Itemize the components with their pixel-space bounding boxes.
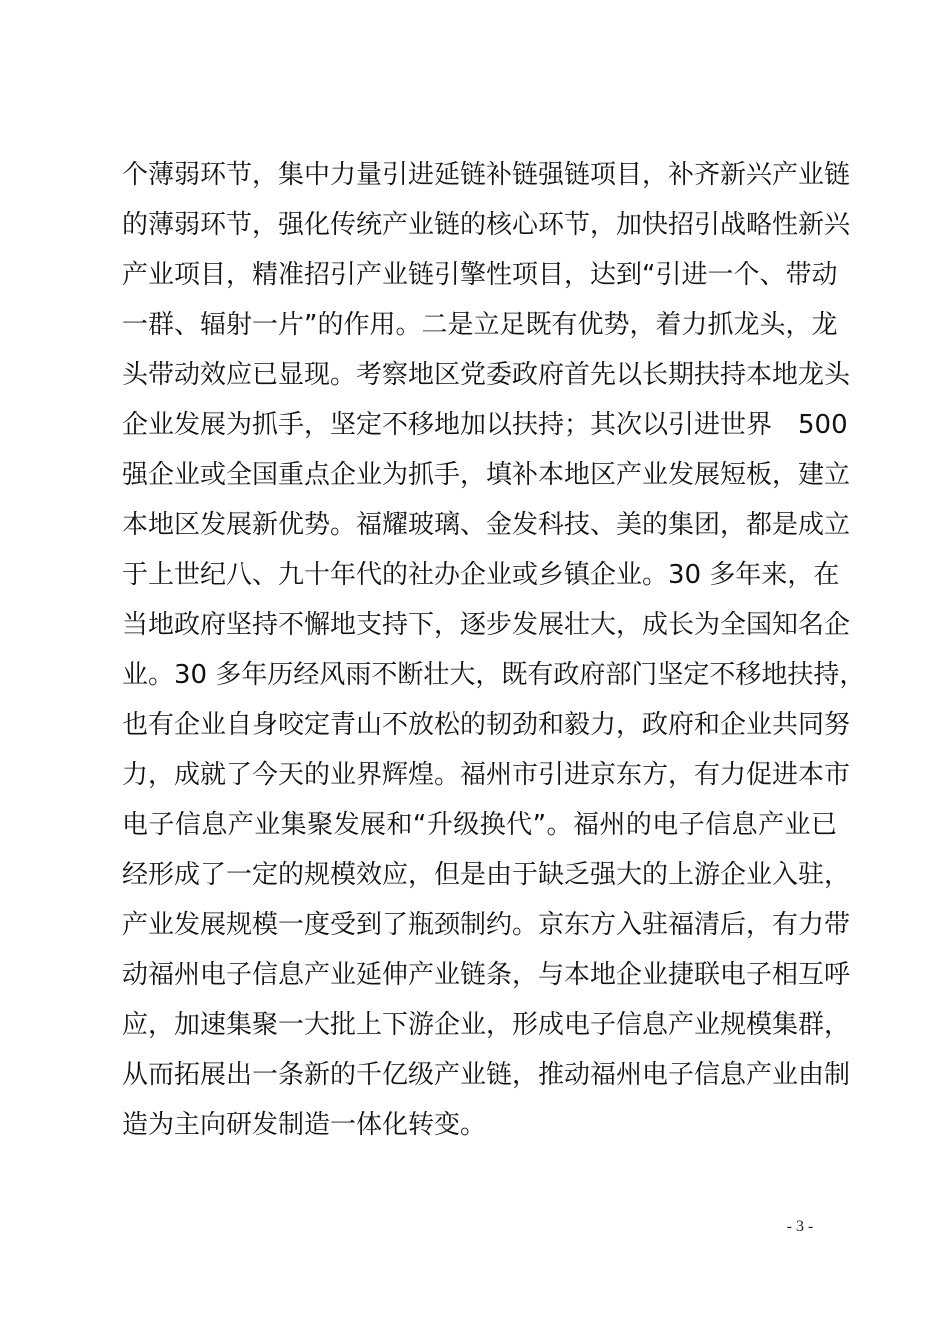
text-line: 电子信息产业集聚发展和“升级换代”。福州的电子信息产业已	[122, 810, 837, 840]
text-line: 动福州电子信息产业延伸产业链条，与本地企业捷联电子相互呼	[122, 960, 851, 990]
text-line: 一群、辐射一片”的作用。二是立足既有优势，着力抓龙头，龙	[122, 310, 838, 340]
text-line: 也有企业自身咬定青山不放松的韧劲和毅力，政府和企业共同努	[122, 710, 851, 740]
text-line: 产业发展规模一度受到了瓶颈制约。京东方入驻福清后，有力带	[122, 910, 851, 940]
text-line: 当地政府坚持不懈地支持下，逐步发展壮大，成长为全国知名企	[122, 610, 851, 640]
page-number: - 3 -	[786, 1218, 814, 1235]
text-line: 的薄弱环节，强化传统产业链的核心环节，加快招引战略性新兴	[122, 210, 851, 240]
text-line: 头带动效应已显现。考察地区党委政府首先以长期扶持本地龙头	[122, 360, 851, 390]
text-line: 个薄弱环节，集中力量引进延链补链强链项目，补齐新兴产业链	[122, 160, 851, 190]
text-line: 企业发展为抓手，坚定不移地加以扶持；其次以引进世界 500	[122, 410, 848, 440]
text-line: 应，加速集聚一大批上下游企业，形成电子信息产业规模集群，	[122, 1010, 851, 1040]
text-line: 从而拓展出一条新的千亿级产业链，推动福州电子信息产业由制	[122, 1060, 851, 1090]
text-line: 产业项目，精准招引产业链引擎性项目，达到“引进一个、带动	[122, 260, 838, 290]
text-line: 力，成就了今天的业界辉煌。福州市引进京东方，有力促进本市	[122, 760, 851, 790]
body-paragraph	[122, 150, 866, 1150]
text-line: 于上世纪八、九十年代的社办企业或乡镇企业。30 多年来，在	[122, 560, 840, 590]
text-line: 强企业或全国重点企业为抓手，填补本地区产业发展短板，建立	[122, 460, 851, 490]
text-line: 业。30 多年历经风雨不断壮大，既有政府部门坚定不移地扶持，	[122, 660, 866, 690]
text-line: 造为主向研发制造一体化转变。	[122, 1110, 487, 1140]
text-line: 经形成了一定的规模效应，但是由于缺乏强大的上游企业入驻，	[122, 860, 851, 890]
text-line: 本地区发展新优势。福耀玻璃、金发科技、美的集团，都是成立	[122, 510, 851, 540]
